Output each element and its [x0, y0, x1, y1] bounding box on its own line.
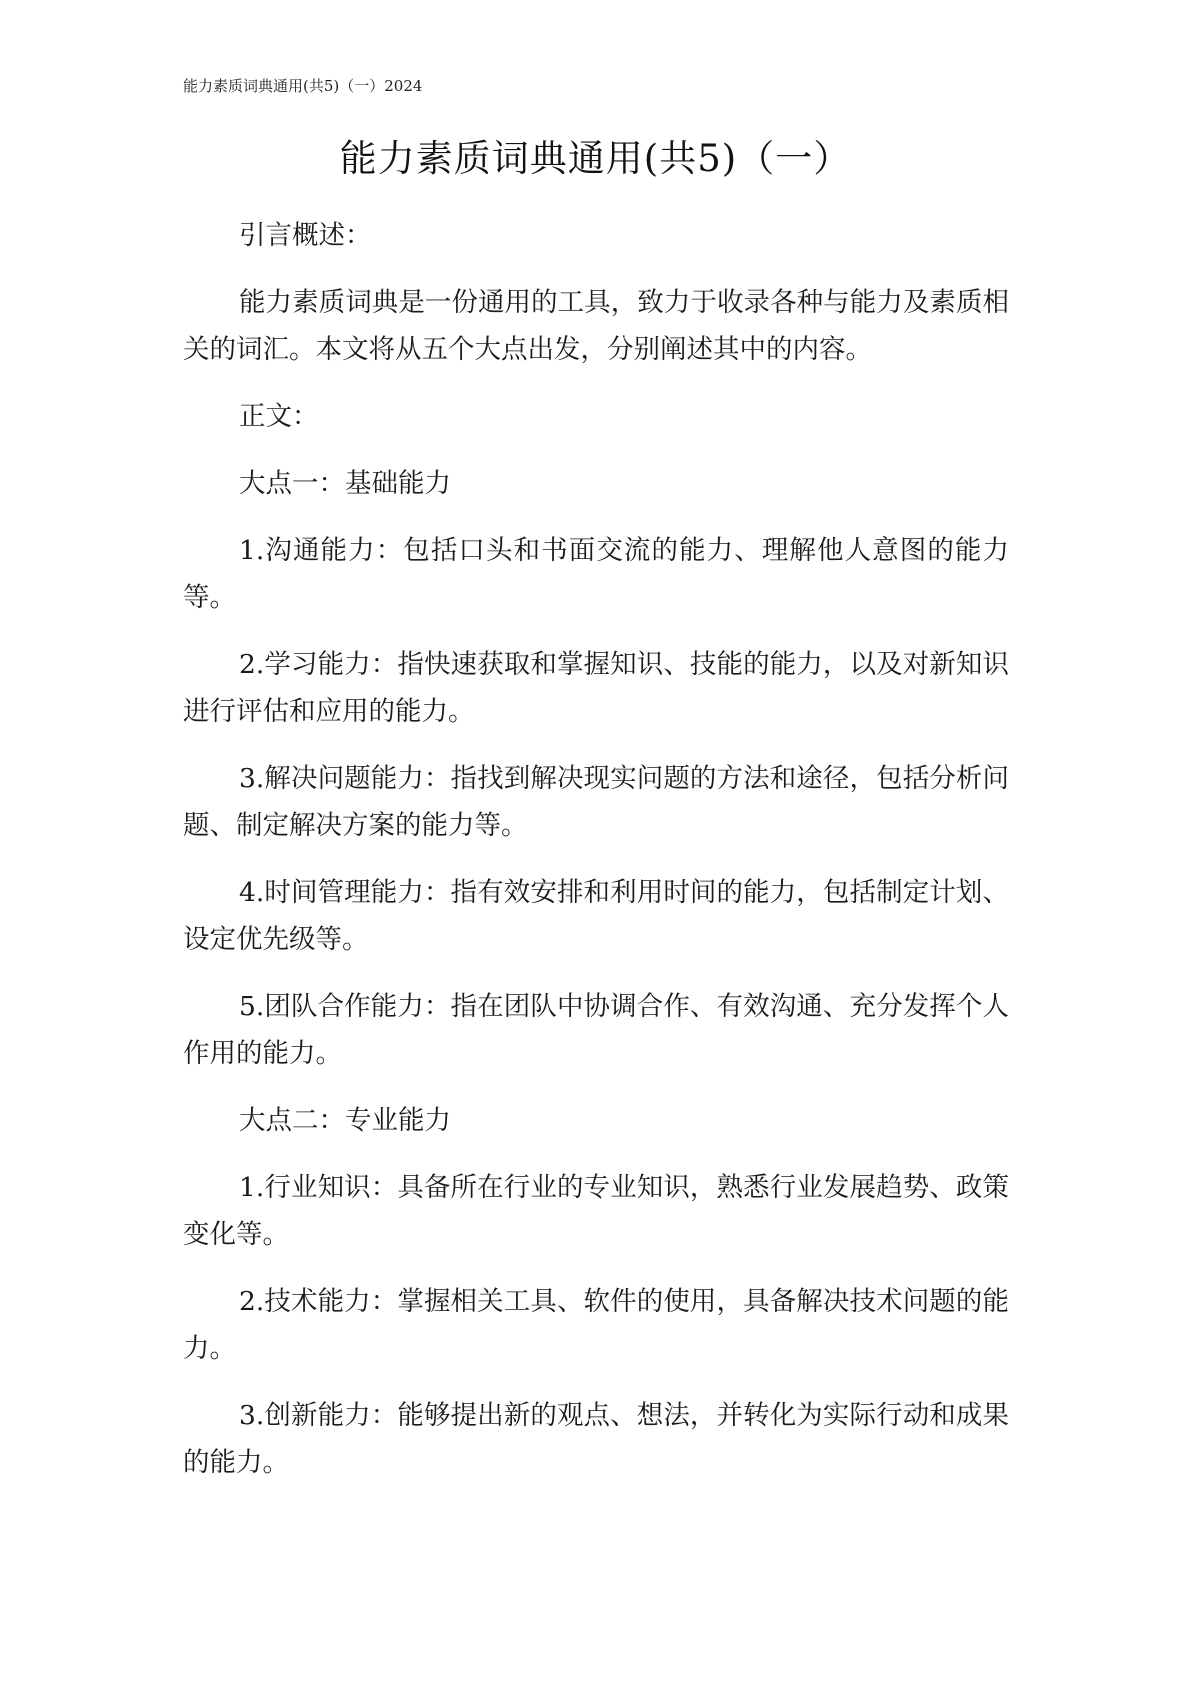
- list-item: 2.技术能力：掌握相关工具、软件的使用，具备解决技术问题的能力。: [183, 1286, 1009, 1364]
- list-item: 2.学习能力：指快速获取和掌握知识、技能的能力，以及对新知识进行评估和应用的能力。: [183, 649, 1009, 727]
- running-header: 能力素质词典通用(共5)（一）2024: [183, 77, 423, 95]
- list-item: 3.创新能力：能够提出新的观点、想法，并转化为实际行动和成果的能力。: [183, 1400, 1009, 1478]
- intro-heading: 引言概述：: [239, 220, 372, 251]
- section-heading-1: 大点一：基础能力: [239, 468, 451, 499]
- section-heading-2: 大点二：专业能力: [239, 1105, 451, 1136]
- list-item: 3.解决问题能力：指找到解决现实问题的方法和途径，包括分析问题、制定解决方案的能力等。: [183, 763, 1009, 841]
- document-body: [183, 212, 1009, 1506]
- body-heading: 正文：: [239, 401, 319, 432]
- list-item: 5.团队合作能力：指在团队中协调合作、有效沟通、充分发挥个人作用的能力。: [183, 991, 1009, 1069]
- list-item: 1.行业知识：具备所在行业的专业知识，熟悉行业发展趋势、政策变化等。: [183, 1172, 1009, 1250]
- list-item: 4.时间管理能力：指有效安排和利用时间的能力，包括制定计划、设定优先级等。: [183, 877, 1009, 955]
- document-title: 能力素质词典通用(共5)（一）: [339, 137, 852, 180]
- list-item: 1.沟通能力：包括口头和书面交流的能力、理解他人意图的能力等。: [183, 535, 1009, 613]
- intro-paragraph: 能力素质词典是一份通用的工具，致力于收录各种与能力及素质相关的词汇。本文将从五个大点出发，分别阐述其中的内容。: [183, 287, 1009, 365]
